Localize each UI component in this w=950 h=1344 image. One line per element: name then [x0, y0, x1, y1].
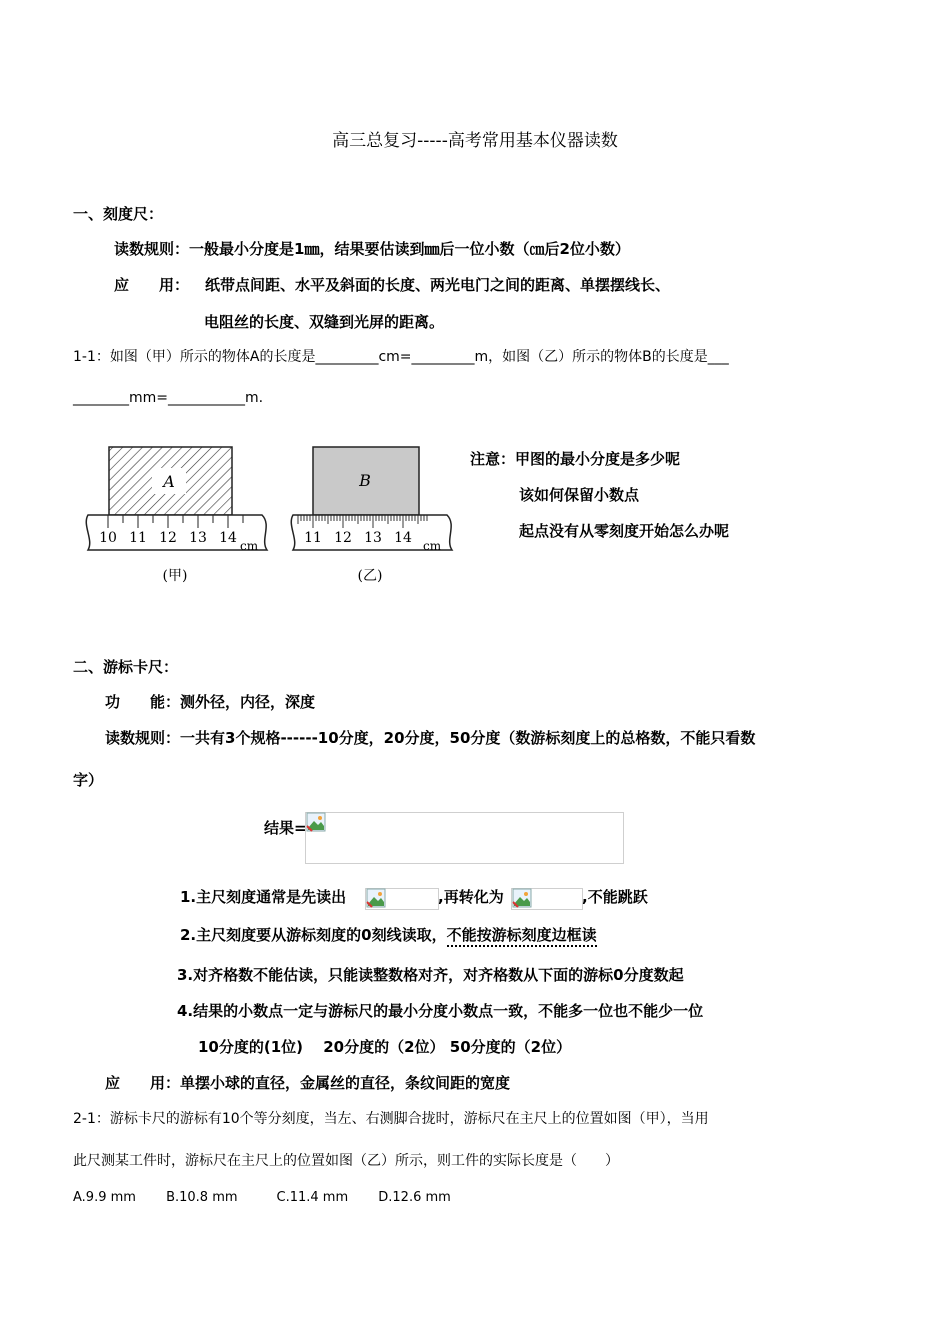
object-a-label: A	[163, 472, 175, 491]
broken-image-icon	[512, 888, 532, 908]
page-title: 高三总复习-----高考常用基本仪器读数	[332, 131, 618, 151]
figure-caption: (甲)	[162, 568, 188, 584]
question-1-1-line1: 1-1：如图（甲）所示的物体A的长度是_________cm=_________m，如图（乙）所示的物体B的长度是___	[73, 349, 729, 365]
point-1-part-b: ,再转化为	[438, 888, 504, 906]
point-2	[180, 924, 597, 945]
section-heading-vernier: 二、游标卡尺：	[73, 658, 179, 676]
tick-label: 13	[364, 530, 382, 546]
ruler-application-text: 纸带点间距、水平及斜面的长度、两光电门之间的距离、单摆摆线长、	[205, 276, 671, 294]
question-2-1-line2: 此尺测某工件时，游标尺在主尺上的位置如图（乙）所示，则工件的实际长度是（ ）	[73, 1153, 619, 1169]
tick-label: 14	[394, 530, 412, 546]
question-2-1-line1: 2-1：游标卡尺的游标有10个等分刻度，当左、右测脚合拢时，游标尺在主尺上的位置如图（甲），当用	[73, 1111, 709, 1127]
point-4: 4.结果的小数点一定与游标尺的最小分度小数点一致，不能多一位也不能少一位	[177, 1002, 704, 1020]
object-b-label: B	[359, 471, 371, 490]
section-heading-ruler: 一、刻度尺：	[73, 205, 164, 223]
figure-b-ruler	[285, 440, 460, 594]
point-2-emphasis: 不能按游标刻度边框读	[447, 926, 597, 947]
vernier-application: 应 用：单摆小球的直径，金属丝的直径，条纹间距的宽度	[105, 1074, 511, 1092]
question-1-1-line2: ________mm=___________m.	[73, 390, 264, 406]
tick-label: 10	[99, 530, 117, 546]
ruler-application-label: 应 用：	[114, 276, 190, 294]
unit-label: cm	[240, 539, 259, 553]
tick-label: 12	[159, 530, 177, 546]
figure-a-ruler	[80, 440, 275, 594]
unit-label: cm	[423, 539, 442, 553]
point-2-part-a: 2.主尺刻度要从游标刻度的0刻线读取，	[180, 926, 447, 944]
vernier-rule-line1: 读数规则：一共有3个规格------10分度，20分度，50分度（数游标刻度上的总格数，不能只看数	[105, 729, 756, 747]
tick-label: 11	[304, 530, 322, 546]
figure-caption: (乙)	[357, 568, 383, 584]
point-1-part-a: 1.主尺刻度通常是先读出	[180, 888, 347, 906]
point-3: 3.对齐格数不能估读，只能读整数格对齐，对齐格数从下面的游标0分度数起	[177, 966, 684, 984]
vernier-function: 功 能：测外径，内径，深度	[105, 693, 316, 711]
broken-image-icon	[366, 888, 386, 908]
point-1-part-c: ,不能跳跃	[582, 888, 648, 906]
broken-image-icon	[306, 812, 326, 832]
question-2-1-options: A.9.9 mm B.10.8 mm C.11.4 mm D.12.6 mm	[73, 1190, 451, 1205]
tick-label: 13	[189, 530, 207, 546]
tick-label: 14	[219, 530, 237, 546]
note-2: 该如何保留小数点	[519, 486, 640, 504]
point-5-decimal-places: 10分度的(1位) 20分度的（2位） 50分度的（2位）	[198, 1038, 572, 1056]
tick-label: 11	[129, 530, 147, 546]
ruler-reading-rule: 读数规则：一般最小分度是1㎜，结果要估读到㎜后一位小数（㎝后2位小数）	[114, 240, 630, 258]
ruler-application-text-2: 电阻丝的长度、双缝到光屏的距离。	[204, 313, 445, 331]
tick-label: 12	[334, 530, 352, 546]
result-formula-image	[305, 812, 624, 864]
result-label: 结果=	[264, 819, 307, 837]
vernier-rule-line2: 字）	[73, 771, 104, 789]
note-1: 注意：甲图的最小分度是多少呢	[470, 450, 681, 468]
note-3: 起点没有从零刻度开始怎么办呢	[519, 522, 730, 540]
